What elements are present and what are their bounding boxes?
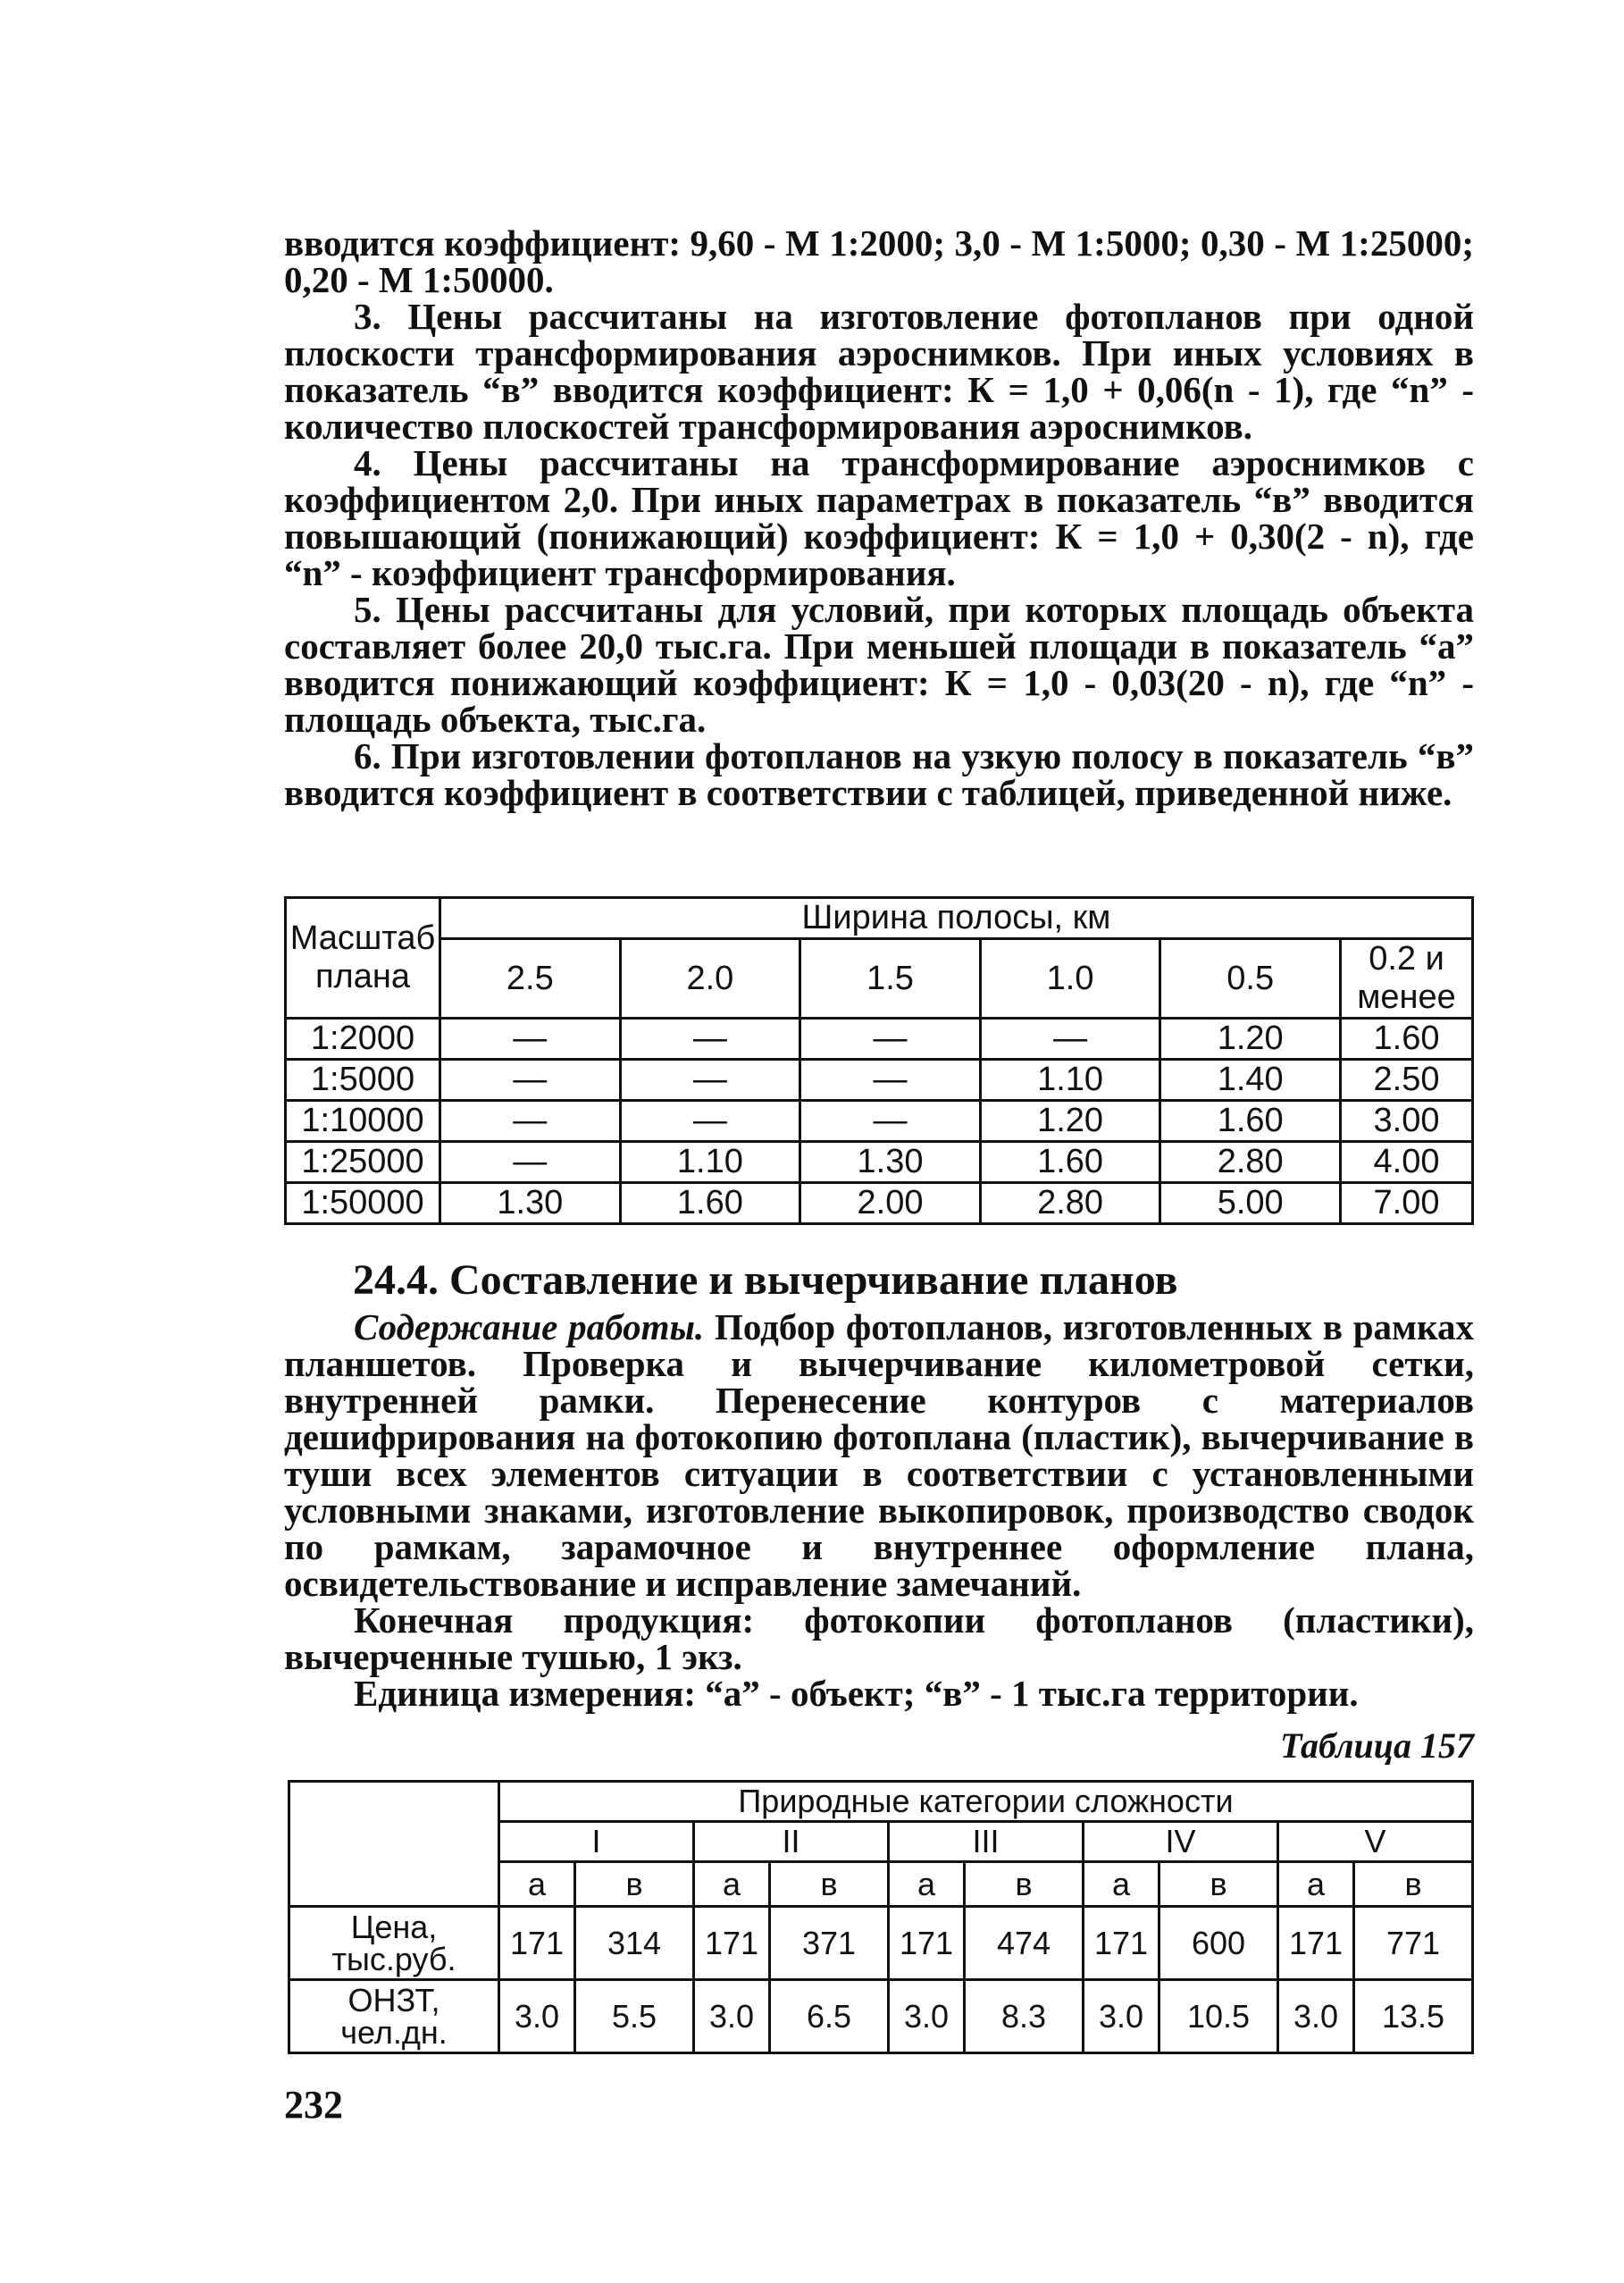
value-cell: 3.0 [499, 1980, 575, 2053]
value-cell: — [800, 1019, 981, 1060]
value-cell: 171 [889, 1907, 965, 1980]
value-cell: 3.0 [1084, 1980, 1159, 2053]
value-cell: 1.40 [1160, 1060, 1341, 1101]
subcol: а [694, 1862, 770, 1907]
value-cell: 6.5 [770, 1980, 889, 2053]
category-col: III [889, 1822, 1084, 1862]
value-cell: 171 [1278, 1907, 1354, 1980]
paragraph: 6. При изготовлении фотопланов на узкую полосу в показатель “в” вводится коэффициент в соответствии с таблицей, приведенной ниже. [284, 735, 1474, 813]
value-cell: 1.60 [980, 1142, 1160, 1183]
value-cell: 7.00 [1341, 1183, 1473, 1224]
unit-paragraph: Единица измерения: “а” - объект; “в” - 1 тыс.га территории. [354, 1673, 1359, 1714]
table-row [286, 1019, 1473, 1060]
table-row [286, 1183, 1473, 1224]
value-cell: 1.60 [620, 1183, 800, 1224]
row-label: ОНЗТ, чел.дн. [289, 1980, 499, 2053]
content-label: Содержание работы. [354, 1306, 705, 1347]
width-col: 2.5 [440, 939, 621, 1019]
value-cell: — [800, 1060, 981, 1101]
subcol: в [1354, 1862, 1473, 1907]
value-cell: 1.60 [1160, 1101, 1341, 1142]
final-product-paragraph: Конечная продукция: фотокопии фотопланов (пластики), вычерченные тушью, 1 экз. [284, 1599, 1474, 1677]
value-cell: 2.00 [800, 1183, 981, 1224]
content-paragraph [284, 1306, 1474, 1604]
price-table [288, 1780, 1474, 2054]
value-cell: — [800, 1101, 981, 1142]
subcol: в [770, 1862, 889, 1907]
value-cell: 171 [694, 1907, 770, 1980]
top-text-block [284, 222, 1474, 813]
value-cell: 1.10 [980, 1060, 1160, 1101]
width-col: 1.0 [980, 939, 1160, 1019]
value-cell: 4.00 [1341, 1142, 1473, 1183]
paragraph: вводится коэффициент: 9,60 - М 1:2000; 3,0 - М 1:5000; 0,30 - М 1:25000; 0,20 - М 1:50000. [284, 222, 1474, 300]
value-cell: 13.5 [1354, 1980, 1473, 2053]
value-cell: 1.60 [1341, 1019, 1473, 1060]
value-cell: 2.50 [1341, 1060, 1473, 1101]
content-text: Подбор фотопланов, изготовленных в рамках планшетов. Проверка и вычерчивание километровой сетки, внутренней рамки. Перенесение контуров с материалов дешифрирования на фотокопию фотоплана (пластик), вычерчивание в туши всех элементов ситуации в соответствии с установленными условными знаками, изготовление выкопировок, производство сводок по рамкам, зарамочное и внутреннее оформление плана, освидетельствование и исправление замечаний. [284, 1306, 1474, 1604]
empty-corner-cell [289, 1782, 499, 1907]
value-cell: 171 [499, 1907, 575, 1980]
category-col: II [694, 1822, 889, 1862]
value-cell: 3.0 [889, 1980, 965, 2053]
value-cell: 771 [1354, 1907, 1473, 1980]
value-cell: 5.5 [575, 1980, 694, 2053]
value-cell: 371 [770, 1907, 889, 1980]
value-cell: 171 [1084, 1907, 1159, 1980]
value-cell: — [620, 1101, 800, 1142]
table-caption: Таблица 157 [1280, 1725, 1474, 1766]
scale-cell: 1:25000 [286, 1142, 440, 1183]
value-cell: — [980, 1019, 1160, 1060]
scale-header: Масштаб плана [286, 898, 440, 1019]
table-row [289, 1980, 1473, 2053]
value-cell: 8.3 [965, 1980, 1084, 2053]
subcol: а [889, 1862, 965, 1907]
value-cell: — [440, 1019, 621, 1060]
row-label: Цена, тыс.руб. [289, 1907, 499, 1980]
scale-cell: 1:5000 [286, 1060, 440, 1101]
value-cell: 3.0 [1278, 1980, 1354, 2053]
value-cell: 2.80 [980, 1183, 1160, 1224]
width-col: 1.5 [800, 939, 981, 1019]
value-cell: 1.30 [800, 1142, 981, 1183]
value-cell: — [440, 1142, 621, 1183]
value-cell: 474 [965, 1907, 1084, 1980]
table-row [289, 1907, 1473, 1980]
value-cell: 1.20 [980, 1101, 1160, 1142]
paragraph: 5. Цены рассчитаны для условий, при которых площадь объекта составляет более 20,0 тыс.га. При меньшей площади в показатель “а” вводится понижающий коэффициент: К = 1,0 - 0,03(20 - n), где “n” - площадь объекта, тыс.га. [284, 589, 1474, 740]
value-cell: 2.80 [1160, 1142, 1341, 1183]
strip-width-coefficient-table [284, 896, 1474, 1225]
value-cell: 1.20 [1160, 1019, 1341, 1060]
value-cell: — [440, 1060, 621, 1101]
width-col: 0.5 [1160, 939, 1341, 1019]
table-row [286, 1142, 1473, 1183]
category-col: I [499, 1822, 694, 1862]
value-cell: 1.30 [440, 1183, 621, 1224]
value-cell: — [620, 1019, 800, 1060]
value-cell: 5.00 [1160, 1183, 1341, 1224]
subcol: в [965, 1862, 1084, 1907]
value-cell: — [440, 1101, 621, 1142]
value-cell: 314 [575, 1907, 694, 1980]
category-col: V [1278, 1822, 1473, 1862]
subcol: в [575, 1862, 694, 1907]
section-heading: 24.4. Составление и вычерчивание планов [353, 1256, 1178, 1304]
scale-cell: 1:10000 [286, 1101, 440, 1142]
table-row [286, 1101, 1473, 1142]
scale-cell: 1:50000 [286, 1183, 440, 1224]
scale-cell: 1:2000 [286, 1019, 440, 1060]
subcol: а [1278, 1862, 1354, 1907]
table-row [286, 1060, 1473, 1101]
value-cell: 3.0 [694, 1980, 770, 2053]
paragraph: 4. Цены рассчитаны на трансформирование аэроснимков с коэффициентом 2,0. При иных параметрах в показатель “в” вводится повышающий (понижающий) коэффициент: К = 1,0 + 0,30(2 - n), где “n” - коэффициент трансформирования. [284, 442, 1474, 593]
category-col: IV [1084, 1822, 1278, 1862]
section-body [284, 1306, 1474, 1714]
value-cell: — [620, 1060, 800, 1101]
category-header: Природные категории сложности [499, 1782, 1473, 1822]
value-cell: 10.5 [1159, 1980, 1278, 2053]
subcol: в [1159, 1862, 1278, 1907]
subcol: а [499, 1862, 575, 1907]
width-col: 2.0 [620, 939, 800, 1019]
paragraph: 3. Цены рассчитаны на изготовление фотопланов при одной плоскости трансформирования аэроснимков. При иных условиях в показатель “в” вводится коэффициент: К = 1,0 + 0,06(n - 1), где “n” - количество плоскостей трансформирования аэроснимков. [284, 296, 1474, 447]
page-number: 232 [284, 2083, 343, 2127]
value-cell: 600 [1159, 1907, 1278, 1980]
width-header: Ширина полосы, км [440, 898, 1473, 939]
value-cell: 1.10 [620, 1142, 800, 1183]
value-cell: 3.00 [1341, 1101, 1473, 1142]
width-col: 0.2 и менее [1341, 939, 1473, 1019]
subcol: а [1084, 1862, 1159, 1907]
